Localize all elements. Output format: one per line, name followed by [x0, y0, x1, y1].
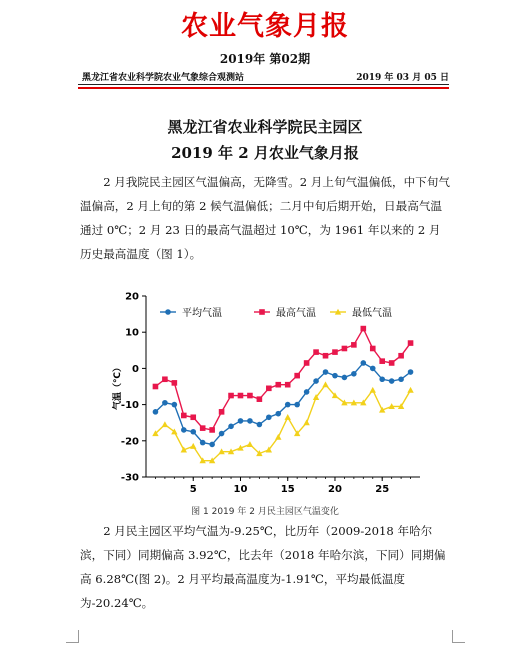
data-point	[361, 326, 367, 332]
header-rule-thick	[78, 87, 449, 89]
y-tick-label: -10	[120, 400, 139, 412]
data-point	[228, 424, 234, 430]
data-point	[332, 349, 338, 355]
data-point	[181, 413, 187, 419]
data-point	[228, 393, 234, 399]
chart-svg	[110, 288, 425, 495]
x-tick-label: 20	[328, 484, 342, 495]
data-point	[200, 440, 206, 446]
data-point	[190, 429, 196, 435]
data-point	[285, 382, 291, 388]
data-point	[275, 434, 281, 440]
data-point	[209, 442, 215, 448]
data-point	[408, 340, 414, 346]
data-point	[332, 373, 338, 379]
data-point	[342, 346, 348, 352]
data-point	[238, 418, 244, 424]
data-point	[389, 378, 395, 384]
data-point	[407, 387, 413, 393]
data-point	[398, 376, 404, 382]
publish-date: 2019 年 03 月 05 日	[356, 73, 449, 83]
data-point	[162, 400, 168, 406]
data-point	[247, 418, 253, 424]
data-point	[294, 402, 300, 408]
data-point	[379, 358, 385, 364]
data-point	[165, 309, 171, 315]
data-point	[219, 431, 225, 437]
data-point	[153, 409, 159, 415]
data-point	[172, 402, 178, 408]
organization-name: 黑龙江省农业科学院农业气象综合观测站	[82, 73, 245, 83]
x-tick-label: 25	[375, 484, 390, 495]
data-point	[322, 381, 328, 387]
data-point	[304, 389, 310, 395]
data-point	[285, 402, 291, 408]
data-point	[342, 375, 348, 381]
temperature-chart	[110, 288, 425, 495]
data-point	[304, 360, 310, 366]
data-point	[200, 425, 206, 431]
legend-label: 平均气温	[182, 308, 222, 319]
data-point	[361, 360, 367, 366]
data-point	[259, 309, 265, 315]
data-point	[190, 443, 196, 449]
data-point	[266, 414, 272, 420]
data-point	[190, 414, 196, 420]
data-point	[303, 419, 309, 425]
data-point	[181, 427, 187, 433]
data-point	[351, 371, 357, 377]
y-tick-label: 20	[125, 291, 139, 303]
masthead-title: 农业气象月报	[181, 11, 349, 42]
x-tick-label: 10	[233, 484, 248, 495]
data-point	[238, 393, 244, 399]
data-point	[275, 411, 281, 417]
data-point	[313, 378, 319, 384]
header-rule-thin	[78, 84, 449, 85]
legend-label: 最低气温	[352, 308, 392, 319]
paragraph-1: 2 月我院民主园区气温偏高，无降雪。2 月上旬气温偏低，中下旬气温偏高，2 月上旬的第 2 候气温偏低；二月中旬后期开始，日最高气温通过 0℃；2 月 23 日的最高气温超过 10℃，为 1961 年以来的 2 月历史最高温度（图 1）。	[80, 175, 450, 261]
data-point	[370, 366, 376, 372]
data-point	[313, 349, 319, 355]
data-point	[408, 369, 414, 375]
data-point	[275, 382, 281, 388]
figure-caption: 图 1 2019 年 2 月民主园区气温变化	[191, 507, 339, 517]
data-point	[351, 342, 357, 348]
data-point	[153, 384, 159, 390]
data-point	[209, 427, 215, 433]
data-point	[294, 373, 300, 379]
y-tick-label: -30	[120, 472, 139, 484]
data-point	[162, 421, 168, 427]
data-point	[370, 346, 376, 352]
page-corner-mark-right	[452, 630, 465, 643]
data-point	[398, 353, 404, 359]
data-point	[266, 386, 272, 392]
data-point	[247, 441, 253, 447]
x-tick-label: 5	[189, 484, 197, 495]
y-tick-label: 10	[125, 327, 139, 339]
data-point	[162, 376, 168, 382]
data-point	[285, 414, 291, 420]
data-point	[323, 353, 329, 359]
data-point	[257, 396, 263, 402]
issue-number: 2019年 第02期	[219, 52, 311, 66]
header-line	[82, 70, 449, 83]
article-title-2: 2019 年 2 月农业气象月报	[171, 144, 359, 162]
article-title-1: 黑龙江省农业科学院民主园区	[167, 118, 363, 136]
legend-label: 最高气温	[276, 308, 316, 319]
data-point	[172, 380, 178, 386]
data-point	[247, 393, 253, 399]
data-point	[389, 360, 395, 366]
series-line	[155, 385, 410, 461]
page-corner-mark-left	[66, 630, 79, 643]
data-point	[379, 376, 385, 382]
paragraph-2: 2 月民主园区平均气温为-9.25℃，比历年（2009-2018 年哈尔滨，下同）同期偏高 3.92℃，比去年（2018 年哈尔滨，下同）同期偏高 6.28℃(图 2)。2 月平均最高温度为-1.91℃，平均最低温度为-20.24℃。	[80, 524, 446, 610]
data-point	[257, 422, 263, 428]
data-point	[219, 409, 225, 415]
data-point	[370, 387, 376, 393]
y-tick-label: -20	[120, 436, 139, 448]
y-tick-label: 0	[132, 363, 139, 375]
y-axis-label: 气温（℃）	[113, 363, 123, 410]
x-tick-label: 15	[280, 484, 295, 495]
data-point	[323, 369, 329, 375]
